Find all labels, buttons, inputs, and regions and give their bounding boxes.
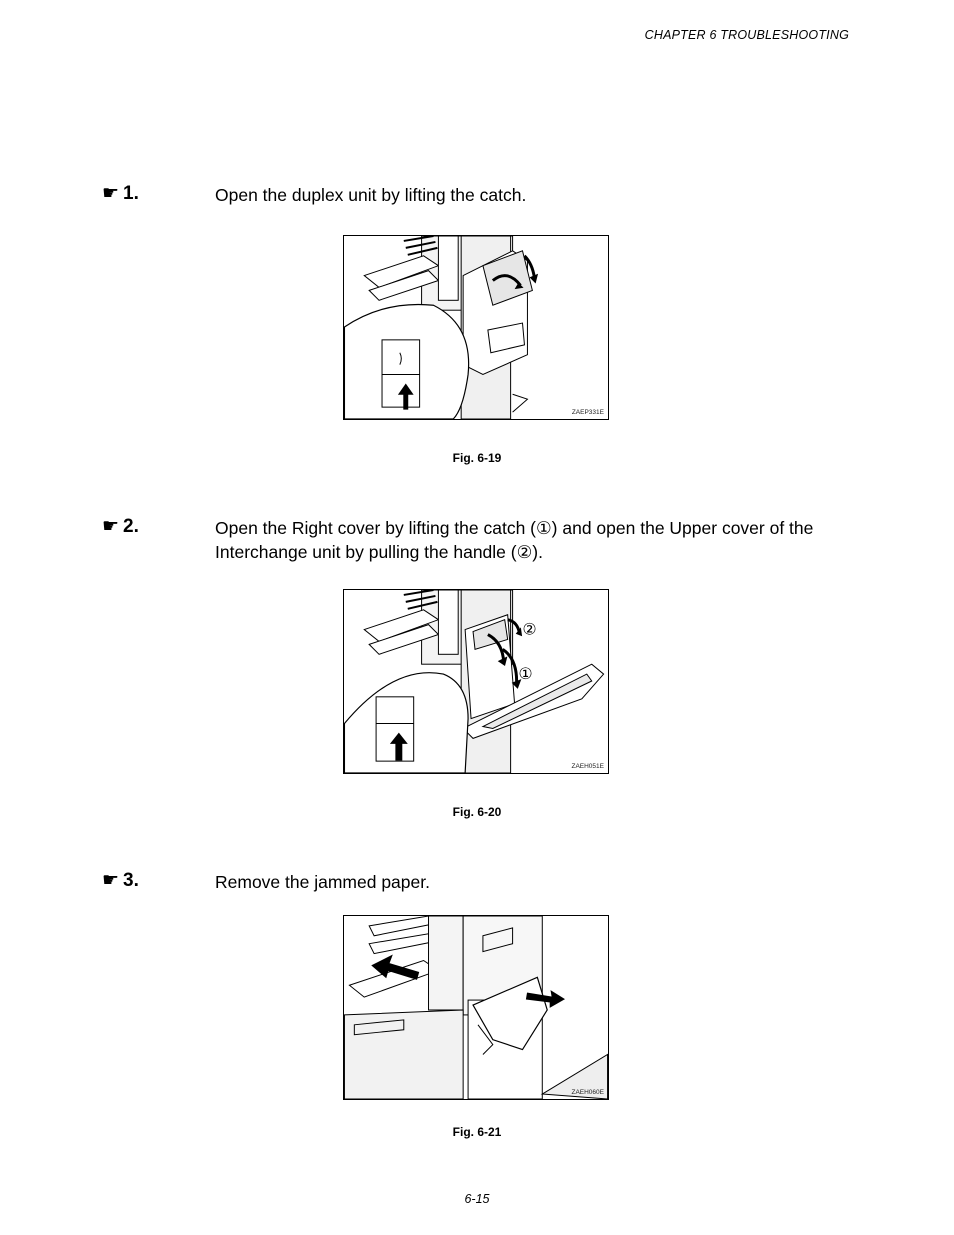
figure-code: ZAEH051E [571, 763, 604, 770]
pointing-hand-icon: ☛ [102, 183, 120, 204]
figure-6-19 [343, 235, 609, 420]
step-instruction: Open the Right cover by lifting the catch (①) and open the Upper cover of the Interchange unit by pulling the handle (②). [215, 518, 814, 562]
figure-caption: Fig. 6-20 [452, 805, 502, 819]
step-instruction: Remove the jammed paper. [215, 872, 430, 892]
figure-code: ZAEP331E [571, 409, 604, 416]
page-number: 6-15 [464, 1192, 490, 1206]
figure-caption: Fig. 6-21 [452, 1125, 502, 1139]
pointing-hand-icon: ☛ [102, 516, 120, 537]
step-marker [102, 515, 139, 538]
figure-caption: Fig. 6-19 [452, 451, 502, 465]
step-instruction: Open the duplex unit by lifting the catch. [215, 185, 527, 205]
right-cover-illustration [344, 590, 608, 773]
chapter-header: CHAPTER 6 TROUBLESHOOTING [644, 28, 849, 42]
figure-6-20 [343, 589, 609, 774]
pointing-hand-icon: ☛ [102, 870, 120, 891]
jammed-paper-illustration [344, 916, 608, 1099]
step-number: 2. [123, 516, 139, 537]
step-marker [102, 869, 139, 892]
callout-2: ② [522, 619, 537, 639]
step-marker [102, 182, 139, 205]
step-number: 3. [123, 870, 139, 891]
callout-1: ① [518, 664, 533, 684]
duplex-unit-illustration [344, 236, 608, 419]
step-number: 1. [123, 183, 139, 204]
figure-code: ZAEH060E [571, 1089, 604, 1096]
figure-6-21 [343, 915, 609, 1100]
